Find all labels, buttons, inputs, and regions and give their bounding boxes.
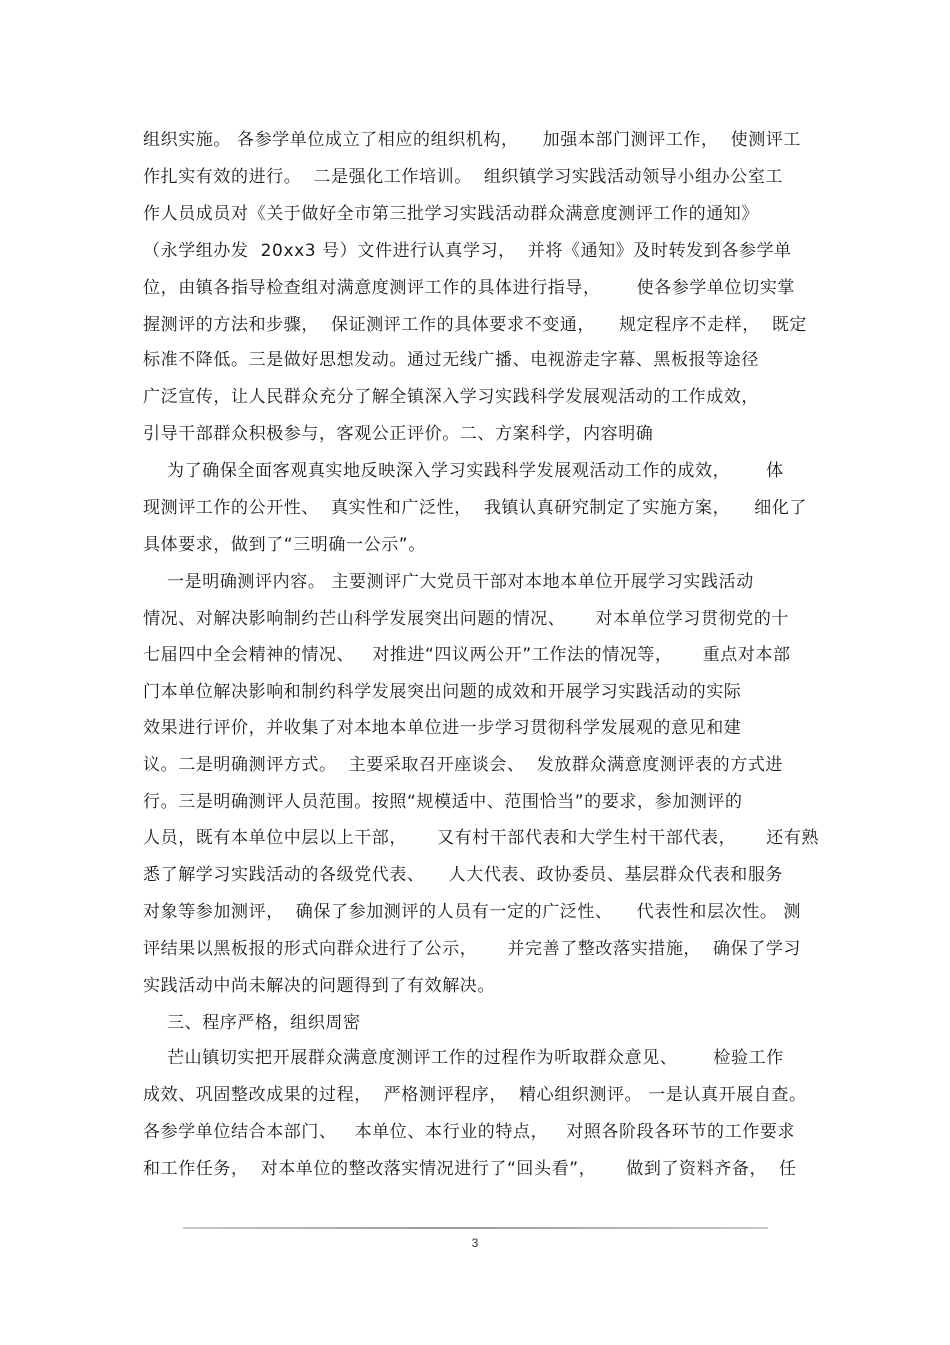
text-line-16: 门本单位解决影响和制约科学发展突出问题的成效和开展学习实践活动的实际 [143, 682, 742, 702]
text-line-18: 议。二是明确测评方式。 主要采取召开座谈会、 发放群众满意度测评表的方式进 [143, 755, 784, 775]
text-line-13: 一是明确测评内容。 主要测评广大党员干部对本地本单位开展学习实践活动 [143, 572, 754, 592]
text-line-12: 具体要求，做到了“三明确一公示”。 [143, 535, 426, 555]
text-line-22: 对象等参加测评， 确保了参加测评的人员有一定的广泛性、 代表性和层次性。 测 [143, 902, 802, 922]
text-line-4: （永学组办发 20xx3 号）文件进行认真学习， 并将《通知》及时转发到各参学单 [143, 241, 792, 261]
footer-divider [183, 1227, 768, 1229]
text-line-20: 人员，既有本单位中层以上干部， 又有村干部代表和大学生村干部代表， 还有熟 [143, 828, 820, 848]
text-line-10: 为了确保全面客观真实地反映深入学习实践科学发展观活动工作的成效， 体 [143, 461, 784, 481]
text-line-2: 作扎实有效的进行。 二是强化工作培训。 组织镇学习实践活动领导小组办公室工 [143, 167, 784, 187]
text-line-23: 评结果以黑板报的形式向群众进行了公示， 并完善了整改落实措施， 确保了学习 [143, 939, 802, 959]
text-line-5: 位，由镇各指导检查组对满意度测评工作的具体进行指导， 使各参学单位切实掌 [143, 278, 796, 298]
text-line-15: 七届四中全会精神的情况、 对推进“四议两公开”工作法的情况等， 重点对本部 [143, 645, 791, 665]
section-heading-3: 三、程序严格，组织周密 [143, 1013, 361, 1033]
text-line-21: 悉了解学习实践活动的各级党代表、 人大代表、政协委员、基层群众代表和服务 [143, 865, 784, 885]
text-line-17: 效果进行评价，并收集了对本地本单位进一步学习贯彻科学发展观的意见和建 [143, 718, 742, 738]
page-number: 3 [471, 1236, 479, 1250]
text-line-29: 和工作任务， 对本单位的整改落实情况进行了“回头看”， 做到了资料齐备， 任 [143, 1159, 797, 1179]
text-line-7: 标准不降低。三是做好思想发动。通过无线广播、电视游走字幕、黑板报等途径 [143, 350, 759, 370]
text-line-27: 成效、巩固整改成果的过程， 严格测评程序， 精心组织测评。 一是认真开展自查。 [143, 1085, 807, 1105]
text-line-26: 芒山镇切实把开展群众满意度测评工作的过程作为听取群众意见、 检验工作 [143, 1048, 784, 1068]
text-line-14: 情况、对解决影响制约芒山科学发展突出问题的情况、 对本单位学习贯彻党的十 [143, 609, 790, 629]
text-line-1: 组织实施。 各参学单位成立了相应的组织机构， 加强本部门测评工作， 使测评工 [143, 130, 802, 150]
text-line-8: 广泛宣传，让人民群众充分了解全镇深入学习实践科学发展观活动的工作成效， [143, 387, 759, 407]
text-line-19: 行。三是明确测评人员范围。按照“规模适中、范围恰当”的要求，参加测评的 [143, 792, 743, 812]
text-line-11: 现测评工作的公开性、 真实性和广泛性， 我镇认真研究制定了实施方案， 细化了 [143, 498, 808, 518]
text-line-6: 握测评的方法和步骤， 保证测评工作的具体要求不变通， 规定程序不走样， 既定 [143, 315, 808, 335]
text-line-28: 各参学单位结合本部门、 本单位、本行业的特点， 对照各阶段各环节的工作要求 [143, 1122, 796, 1142]
text-line-24: 实践活动中尚未解决的问题得到了有效解决。 [143, 976, 495, 996]
text-line-9: 引导干部群众积极参与，客观公正评价。二、方案科学，内容明确 [143, 424, 654, 444]
text-line-3: 作人员成员对《关于做好全市第三批学习实践活动群众满意度测评工作的通知》 [143, 204, 759, 224]
